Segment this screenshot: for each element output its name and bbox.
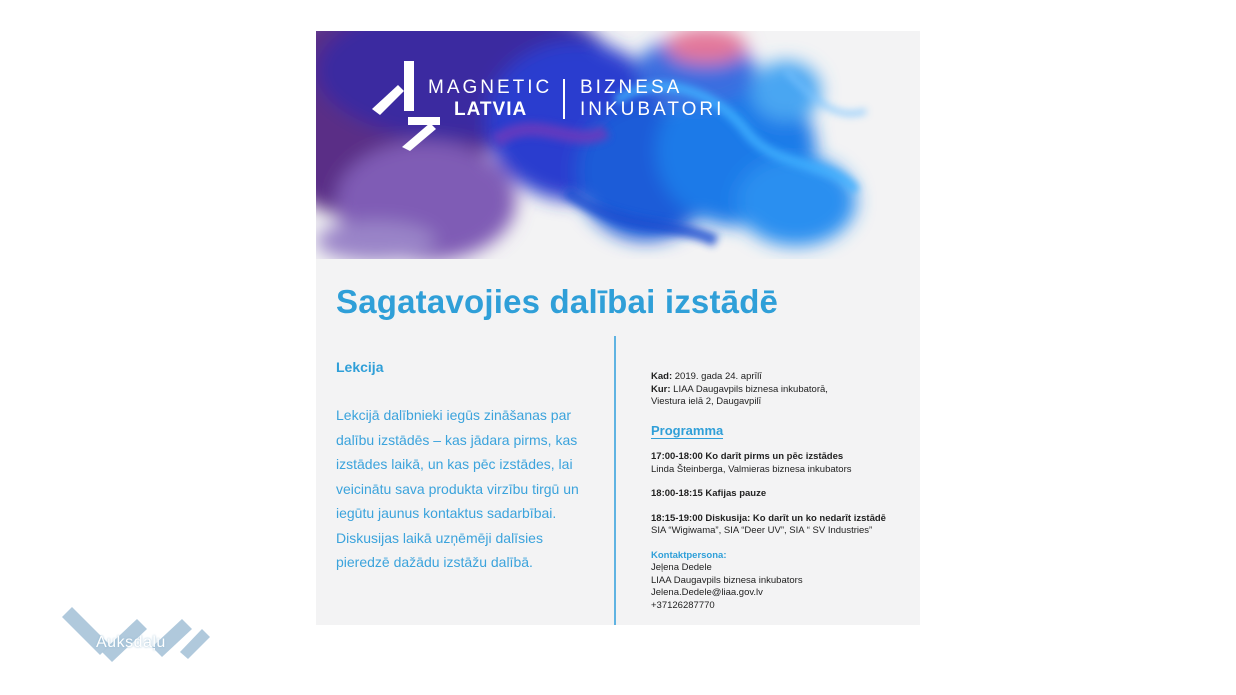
contact-name: Jeļena Dedele [651,562,712,573]
event-details [651,371,911,612]
when-label: Kad: [651,371,673,382]
logo-text-inkubatori: INKUBATORI [580,99,725,120]
logo-mark-icon [370,59,450,151]
program-item [651,488,911,501]
program-item-sub: Linda Šteinberga, Valmieras biznesa inkubators [651,463,852,475]
contact-org: LIAA Daugavpils biznesa inkubators [651,574,803,586]
program-item-sub: SIA “Wigiwama”, SIA “Deer UV”, SIA “ SV Industries” [651,525,873,536]
where-label: Kur: [651,383,671,395]
contact-email[interactable]: Jelena.Dedele@liaa.gov.lv [651,587,763,598]
lecture-section [336,359,596,575]
when-line [651,371,911,384]
watermark-text: Auksdaļu [96,634,166,651]
logo-text-magnetic: MAGNETIC [428,77,553,98]
when-value: 2019. gada 24. aprīlī [672,371,762,382]
logo-text-latvia: LATVIA [454,99,528,120]
program-item [651,451,911,476]
event-poster [316,31,920,625]
poster-title: Sagatavojies dalībai izstādē [336,283,779,320]
where-line-2: Viestura ielā 2, Daugavpilī [651,396,762,407]
contact-phone: +37126287770 [651,599,715,611]
lecture-description: Lekcijā dalībnieki iegūs zināšanas par dalību izstādēs – kas jādara pirms, kas izstādes laikā, un kas pēc izstādes, lai veicinātu sava produkta virzību tirgū un iegūtu jaunus kontaktus sadarbībai. Diskusijas laikā uzņēmēji dalīsies pieredzē dažādu izstāžu dalībā. [336,407,579,570]
contact-heading: Kontaktpersona: [651,549,727,561]
program-heading: Programma [651,422,724,438]
where-line [651,384,911,397]
logo-separator [563,79,565,119]
program-item [651,513,911,538]
where-value: LIAA Daugavpils biznesa inkubatorā, [670,383,828,395]
ink-hero-image [316,31,920,259]
lecture-heading: Lekcija [336,359,384,375]
program-item-title: 18:15-19:00 Diskusija: Ko darīt un ko nedarīt izstādē [651,512,886,524]
magnetic-latvia-logo [370,59,730,151]
program-item-title: 18:00-18:15 Kafijas pauze [651,488,767,499]
program-item-title: 17:00-18:00 Ko darīt pirms un pēc izstādes [651,451,844,462]
column-divider [614,336,616,625]
contact-block [651,550,911,613]
logo-text-biznesa: BIZNESA [580,77,683,98]
